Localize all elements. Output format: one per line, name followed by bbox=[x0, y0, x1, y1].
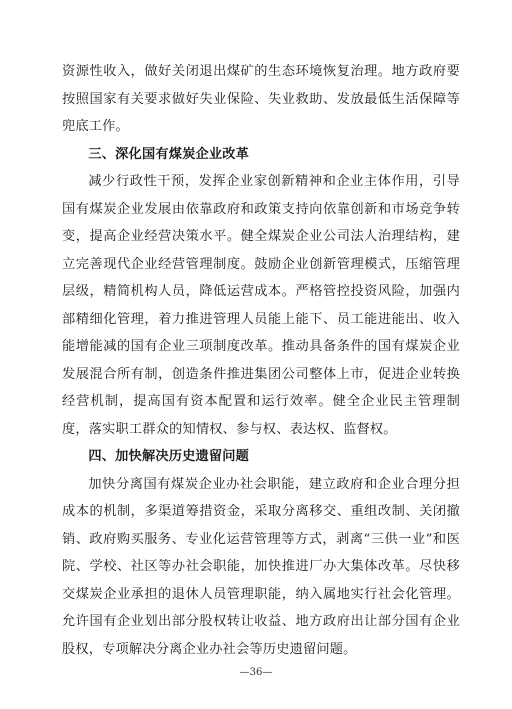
paragraph-legacy-issues: 加快分离国有煤炭企业办社会职能，建立政府和企业合理分担成本的机制，多渠道筹措资金，采取分离移交、重组改制、关闭撤销、政府购买服务、专业化运营管理等方式，剥离“三供一业”和医院、学校、社区等办社会职能，加快推进厂办大集体改革。尽快移交煤炭企业承担的退休人员管理职能，纳入属地实行社会化管理。允许国有企业划出部分股权转让收益、地方政府出让部分国有企业股权，专项解决分离企业办社会等历史遗留问题。 bbox=[62, 476, 460, 657]
section-heading-4: 四、加快解决历史遗留问题 bbox=[88, 449, 250, 464]
paragraph-continuation: 资源性收入，做好关闭退出煤矿的生态环境恢复治理。地方政府要按照国家有关要求做好失业保险、失业救助、发放最低生活保障等兜底工作。 bbox=[62, 64, 460, 134]
page-number: —36— bbox=[239, 667, 273, 678]
document-page bbox=[62, 58, 460, 663]
section-heading-3: 三、深化国有煤炭企业改革 bbox=[88, 146, 250, 162]
paragraph-reform: 减少行政性干预，发挥企业家创新精神和企业主体作用，引导国有煤炭企业发展由依靠政府和政策支持向依靠创新和市场竞争转变，提高企业经营决策水平。健全煤炭企业公司法人治理结构，建立完善现代企业经营管理制度。鼓励企业创新管理模式，压缩管理层级，精简机构人员，降低运营成本。严格管控投资风险，加强内部精细化管理，着力推进管理人员能上能下、员工能进能出、收入能增能减的国有企业三项制度改革。推动具备条件的国有煤炭企业发展混合所有制，创造条件推进集团公司整体上市，促进企业转换经营机制，提高国有资本配置和运行效率。健全企业民主管理制度，落实职工群众的知情权、参与权、表达权、监督权。 bbox=[62, 174, 460, 437]
